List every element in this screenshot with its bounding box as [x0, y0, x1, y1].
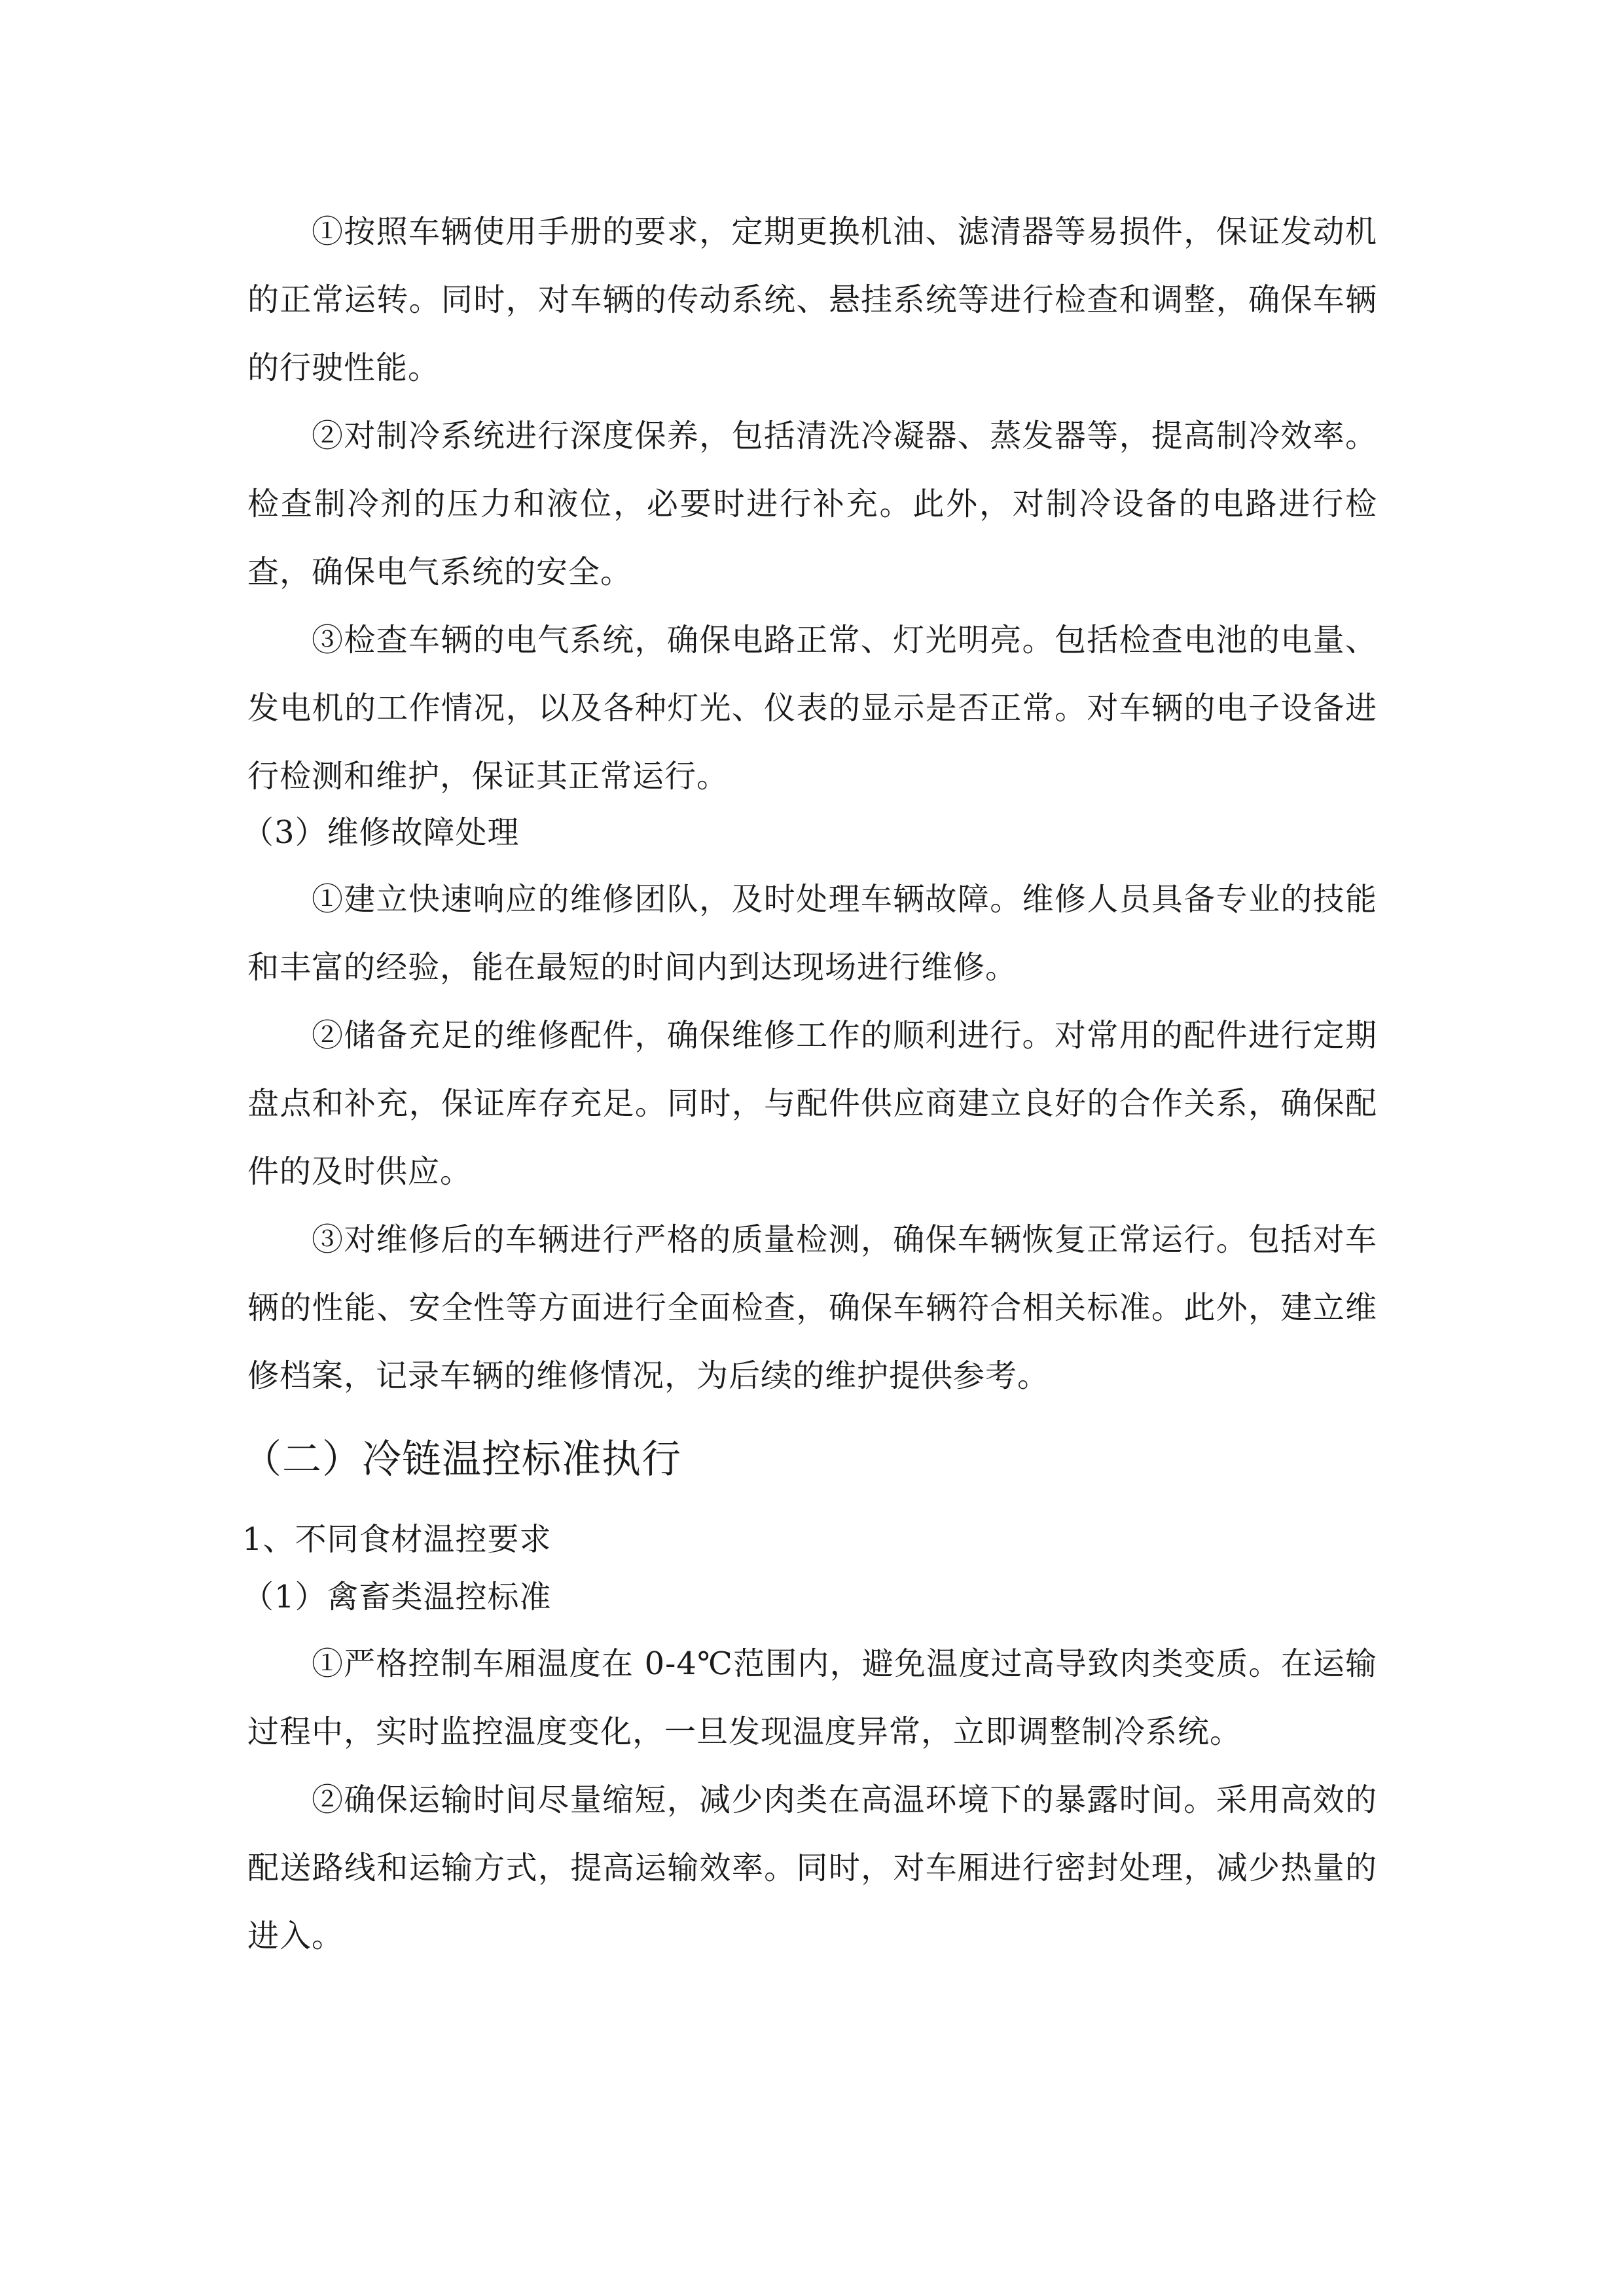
- heading-poultry-standard: （1）禽畜类温控标准: [242, 1579, 552, 1615]
- heading-repair-handling: （3）维修故障处理: [242, 814, 520, 851]
- paragraph-quality-inspection: ③对维修后的车辆进行严格的质量检测，确保车辆恢复正常运行。包括对车辆的性能、安全性等方面进行全面检查，确保车辆符合相关标准。此外，建立维修档案，记录车辆的维修情况，为后续的维护提供参考。: [247, 1221, 1377, 1394]
- paragraph-repair-team: ①建立快速响应的维修团队，及时处理车辆故障。维修人员具备专业的技能和丰富的经验，能在最短的时间内到达现场进行维修。: [247, 881, 1377, 986]
- section-title-cold-chain: （二）冷链温控标准执行: [242, 1437, 681, 1482]
- paragraph-electrical-check: ③检查车辆的电气系统，确保电路正常、灯光明亮。包括检查电池的电量、发电机的工作情况，以及各种灯光、仪表的显示是否正常。对车辆的电子设备进行检测和维护，保证其正常运行。: [247, 622, 1377, 795]
- subsection-title-food-temperature: 1、不同食材温控要求: [242, 1521, 552, 1558]
- paragraph-spare-parts: ②储备充足的维修配件，确保维修工作的顺利进行。对常用的配件进行定期盘点和补充，保证库存充足。同时，与配件供应商建立良好的合作关系，确保配件的及时供应。: [247, 1017, 1377, 1190]
- maintenance-paragraphs: [247, 198, 1377, 810]
- repair-paragraphs: [247, 865, 1377, 1410]
- paragraph-routine-maintenance: ①按照车辆使用手册的要求，定期更换机油、滤清器等易损件，保证发动机的正常运转。同时，对车辆的传动系统、悬挂系统等进行检查和调整，确保车辆的行驶性能。: [247, 213, 1377, 386]
- paragraph-refrigeration-maintenance: ②对制冷系统进行深度保养，包括清洗冷凝器、蒸发器等，提高制冷效率。检查制冷剂的压力和液位，必要时进行补充。此外，对制冷设备的电路进行检查，确保电气系统的安全。: [247, 418, 1377, 590]
- paragraph-transport-time: ②确保运输时间尽量缩短，减少肉类在高温环境下的暴露时间。采用高效的配送路线和运输方式，提高运输效率。同时，对车厢进行密封处理，减少热量的进入。: [247, 1782, 1377, 1954]
- paragraph-temperature-control: ①严格控制车厢温度在 0-4℃范围内，避免温度过高导致肉类变质。在运输过程中，实时监控温度变化，一旦发现温度异常，立即调整制冷系统。: [247, 1645, 1377, 1750]
- poultry-paragraphs: [247, 1630, 1377, 1970]
